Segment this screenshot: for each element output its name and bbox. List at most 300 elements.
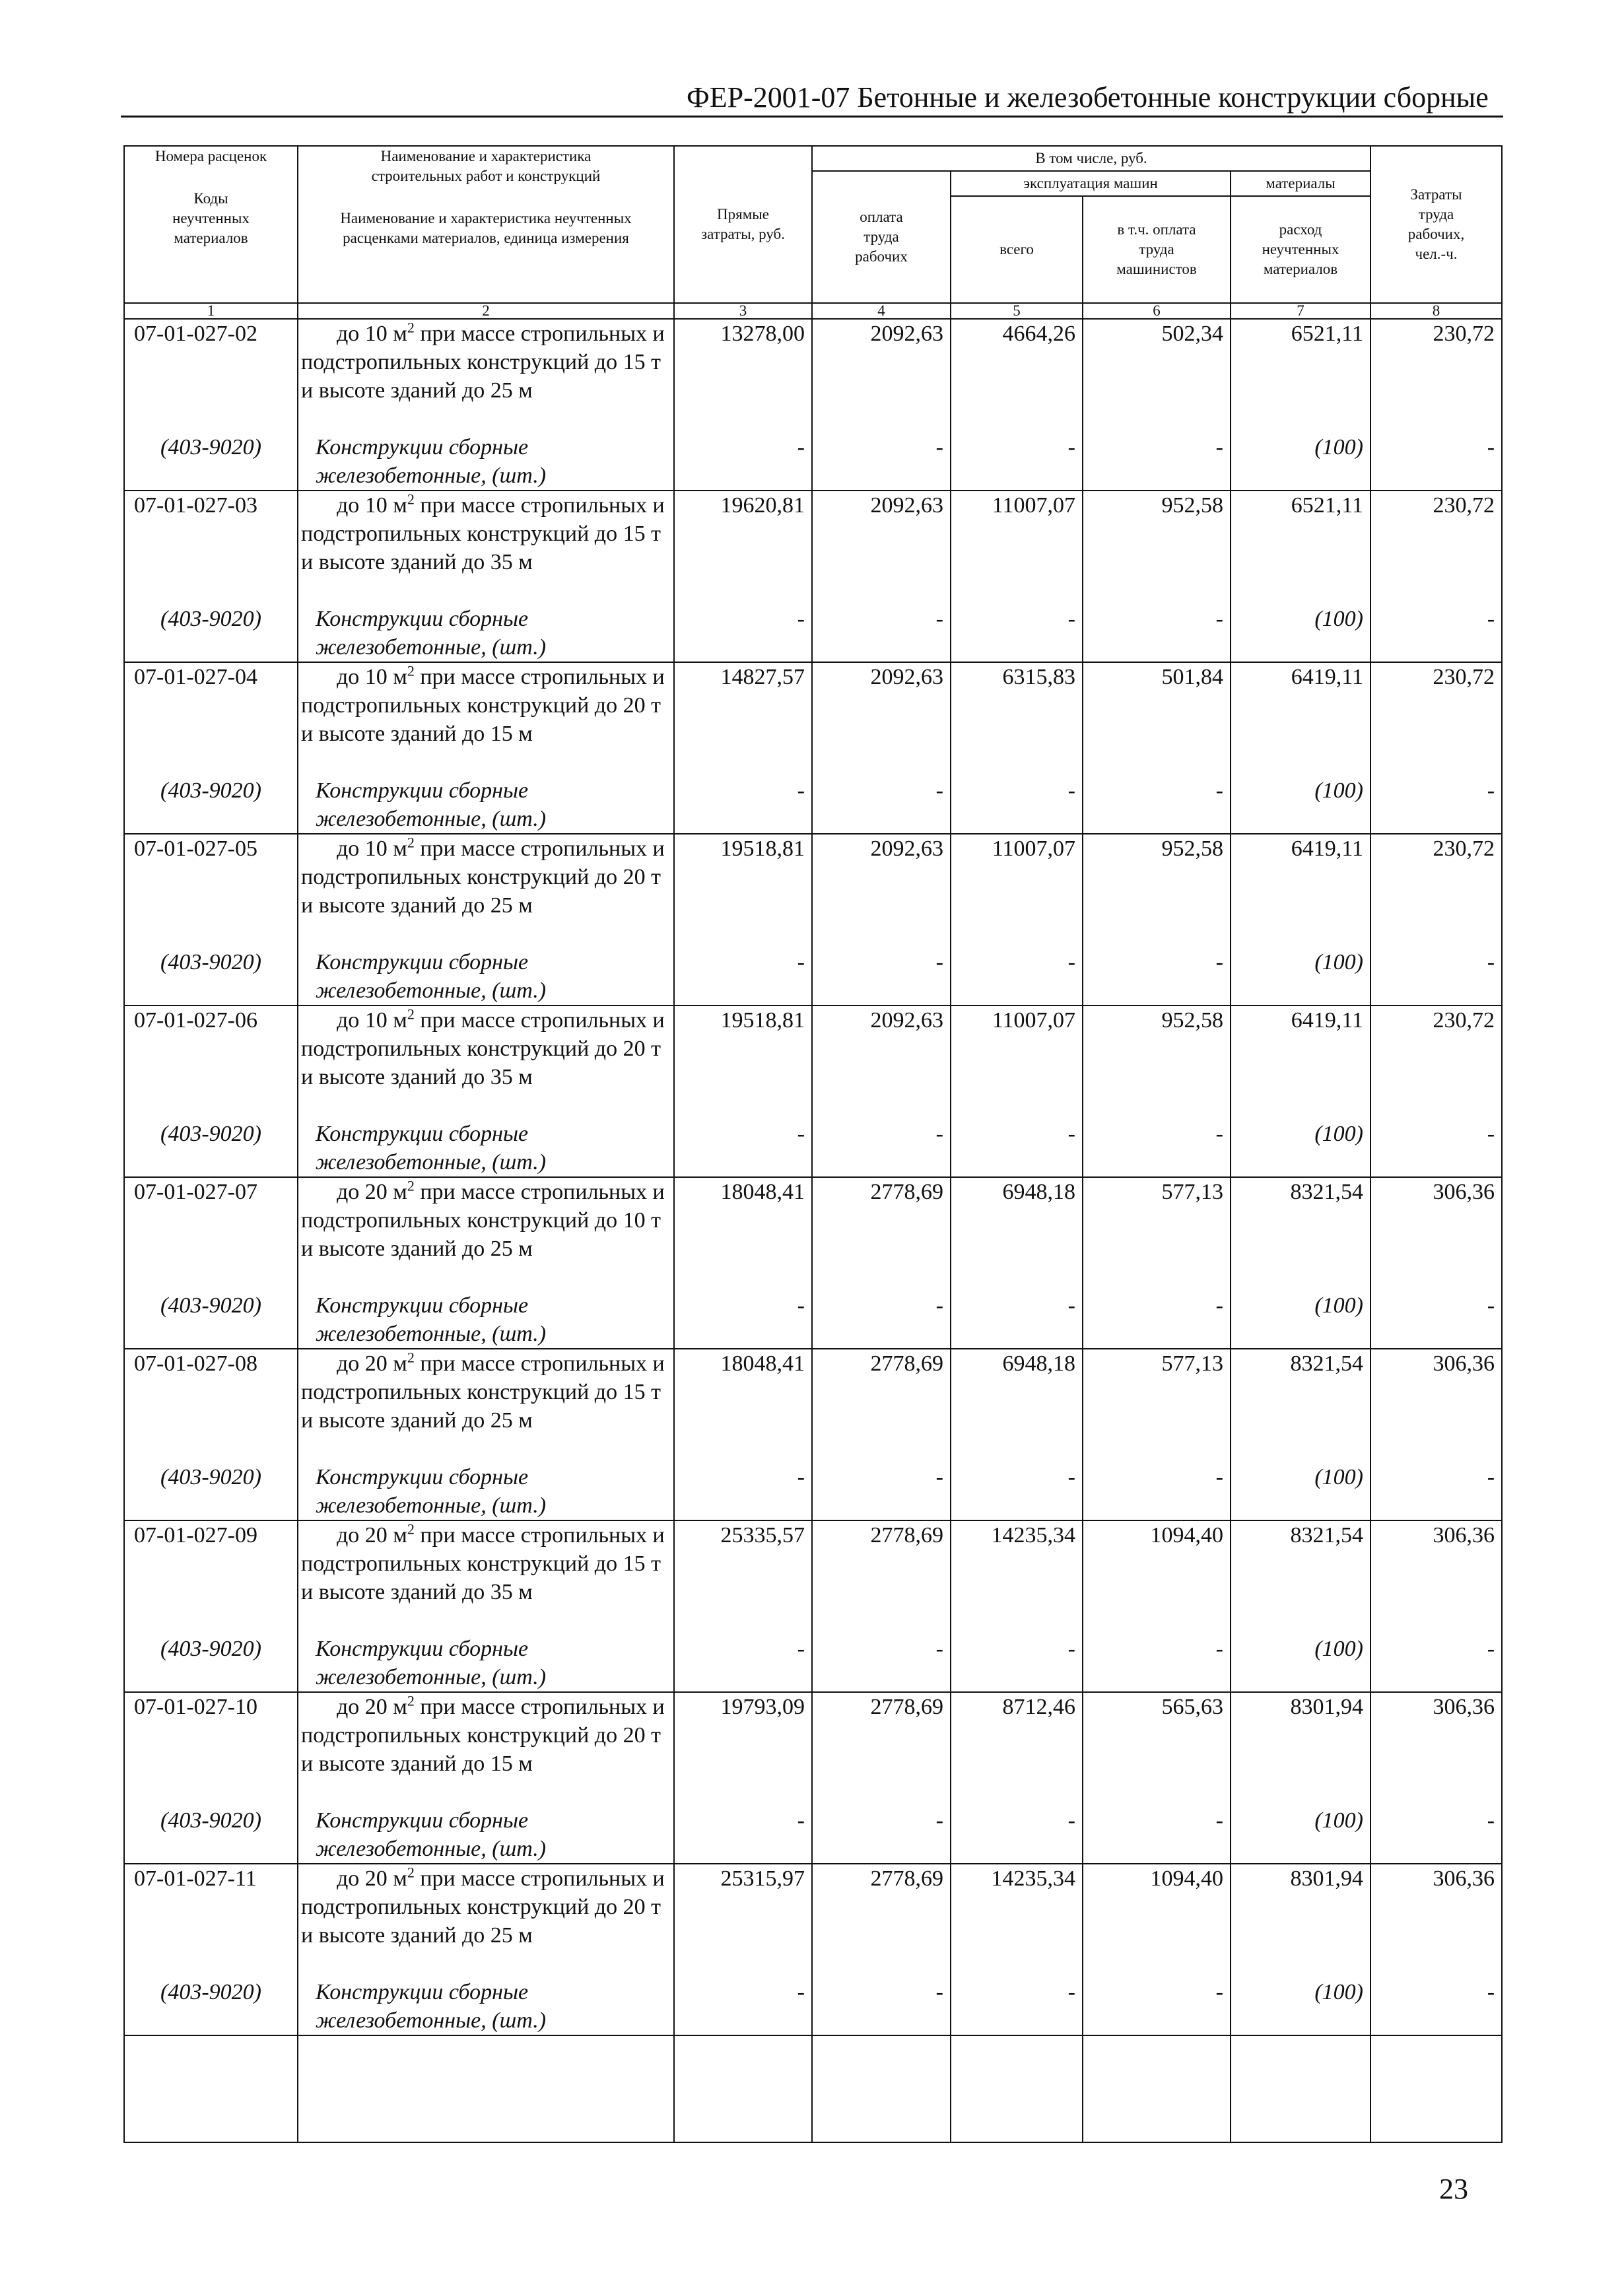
col-number: 4 bbox=[812, 303, 951, 319]
material-code: (403-9020) bbox=[160, 1465, 261, 1489]
materials-cost: 6419,11 bbox=[1291, 836, 1364, 861]
materials-cost-cell bbox=[1231, 319, 1370, 491]
operators-cost: 565,63 bbox=[1161, 1695, 1223, 1719]
table-row bbox=[124, 491, 1502, 662]
operators-cost-material: - bbox=[1215, 1122, 1223, 1146]
direct-cost-material: - bbox=[797, 435, 805, 460]
col7-header: расход неучтенных материалов bbox=[1231, 196, 1370, 303]
table-row bbox=[124, 1692, 1502, 1864]
machines-cost-material: - bbox=[1067, 1980, 1075, 2004]
labor-hours-cell bbox=[1370, 662, 1502, 834]
operators-cost-material: - bbox=[1215, 950, 1223, 974]
col3-header: Прямые затраты, руб. bbox=[674, 146, 812, 303]
rate-code: 07-01-027-10 bbox=[134, 1695, 257, 1719]
work-description: при массе стропильных и подстропильных конструкций до 20 т и высоте зданий до 25 м bbox=[301, 836, 665, 918]
group-materials-header: материалы bbox=[1231, 171, 1370, 196]
description-cell bbox=[298, 1692, 674, 1864]
materials-cost-material: (100) bbox=[1314, 1122, 1364, 1146]
operators-cost-cell bbox=[1083, 662, 1231, 834]
operators-cost: 1094,40 bbox=[1150, 1866, 1223, 1891]
rate-code-cell bbox=[124, 1692, 298, 1864]
description-cell bbox=[298, 319, 674, 491]
col1-header-top: Номера расценок bbox=[154, 148, 267, 164]
col2-header-top: Наименование и характеристика строительных работ и конструкций bbox=[371, 148, 601, 184]
direct-cost-cell bbox=[674, 1520, 812, 1692]
operators-cost-cell bbox=[1083, 319, 1231, 491]
description-cell bbox=[298, 1005, 674, 1177]
rate-code-cell bbox=[124, 834, 298, 1005]
materials-cost-cell bbox=[1231, 834, 1370, 1005]
work-description-prefix: до 10 м bbox=[337, 1008, 407, 1033]
col-number: 5 bbox=[951, 303, 1083, 319]
machines-cost-cell bbox=[951, 491, 1083, 662]
labor-cost: 2092,63 bbox=[870, 322, 943, 346]
material-code: (403-9020) bbox=[160, 1293, 261, 1318]
materials-cost-material: (100) bbox=[1314, 1808, 1364, 1833]
material-code: (403-9020) bbox=[160, 1637, 261, 1661]
materials-cost: 6521,11 bbox=[1291, 493, 1364, 518]
machines-cost: 4664,26 bbox=[1002, 322, 1075, 346]
labor-hours-cell bbox=[1370, 1005, 1502, 1177]
direct-cost: 19518,81 bbox=[720, 1008, 805, 1033]
labor-hours: 306,36 bbox=[1433, 1180, 1495, 1204]
labor-cost-material: - bbox=[935, 1808, 943, 1833]
direct-cost: 18048,41 bbox=[720, 1180, 805, 1204]
machines-cost-material: - bbox=[1067, 435, 1075, 460]
labor-hours: 306,36 bbox=[1433, 1351, 1495, 1376]
rate-code-cell bbox=[124, 1177, 298, 1349]
material-code: (403-9020) bbox=[160, 1980, 261, 2004]
direct-cost-cell bbox=[674, 491, 812, 662]
rate-code-cell bbox=[124, 1520, 298, 1692]
material-description: Конструкции сборные железобетонные, (шт.) bbox=[316, 1808, 547, 1861]
materials-cost: 8301,94 bbox=[1290, 1866, 1364, 1891]
materials-cost: 8321,54 bbox=[1290, 1523, 1364, 1548]
work-description: при массе стропильных и подстропильных конструкций до 20 т и высоте зданий до 15 м bbox=[301, 665, 665, 746]
material-description: Конструкции сборные железобетонные, (шт.) bbox=[316, 1122, 547, 1175]
superscript: 2 bbox=[407, 1692, 415, 1709]
table-row bbox=[124, 1520, 1502, 1692]
description-cell bbox=[298, 1520, 674, 1692]
operators-cost-cell bbox=[1083, 1520, 1231, 1692]
operators-cost: 577,13 bbox=[1161, 1180, 1223, 1204]
machines-cost-cell bbox=[951, 662, 1083, 834]
material-code: (403-9020) bbox=[160, 950, 261, 974]
labor-hours-material: - bbox=[1487, 1465, 1495, 1489]
labor-hours-material: - bbox=[1487, 435, 1495, 460]
rate-code: 07-01-027-06 bbox=[134, 1008, 257, 1033]
direct-cost-cell bbox=[674, 319, 812, 491]
description-cell bbox=[298, 1177, 674, 1349]
labor-cost-cell bbox=[812, 1177, 951, 1349]
direct-cost-material: - bbox=[797, 1122, 805, 1146]
materials-cost-cell bbox=[1231, 1520, 1370, 1692]
operators-cost-material: - bbox=[1215, 1980, 1223, 2004]
rate-code-cell bbox=[124, 319, 298, 491]
rate-code: 07-01-027-04 bbox=[134, 665, 257, 689]
materials-cost: 8301,94 bbox=[1290, 1695, 1364, 1719]
direct-cost-cell bbox=[674, 1005, 812, 1177]
superscript: 2 bbox=[407, 1864, 415, 1881]
labor-cost-material: - bbox=[935, 1980, 943, 2004]
operators-cost-cell bbox=[1083, 1692, 1231, 1864]
labor-hours-material: - bbox=[1487, 1980, 1495, 2004]
labor-hours-cell bbox=[1370, 1349, 1502, 1520]
table-filler-row bbox=[124, 2035, 1502, 2142]
superscript: 2 bbox=[407, 662, 415, 679]
machines-cost-cell bbox=[951, 319, 1083, 491]
col5-header: всего bbox=[951, 196, 1083, 303]
operators-cost: 952,58 bbox=[1161, 836, 1223, 861]
rate-code-cell bbox=[124, 1349, 298, 1520]
table-row bbox=[124, 1005, 1502, 1177]
superscript: 2 bbox=[407, 491, 415, 508]
labor-cost-cell bbox=[812, 662, 951, 834]
material-code: (403-9020) bbox=[160, 778, 261, 803]
direct-cost-cell bbox=[674, 1864, 812, 2035]
table-header-row-1 bbox=[124, 146, 1502, 171]
operators-cost-cell bbox=[1083, 1177, 1231, 1349]
table-row bbox=[124, 834, 1502, 1005]
machines-cost-cell bbox=[951, 1177, 1083, 1349]
col-number: 7 bbox=[1231, 303, 1370, 319]
labor-hours: 230,72 bbox=[1433, 836, 1495, 861]
labor-hours-material: - bbox=[1487, 950, 1495, 974]
labor-cost-material: - bbox=[935, 435, 943, 460]
labor-hours-cell bbox=[1370, 319, 1502, 491]
work-description: при массе стропильных и подстропильных конструкций до 20 т и высоте зданий до 35 м bbox=[301, 1008, 665, 1089]
labor-hours-cell bbox=[1370, 1177, 1502, 1349]
labor-cost-cell bbox=[812, 1864, 951, 2035]
machines-cost: 6948,18 bbox=[1002, 1351, 1075, 1376]
direct-cost: 19518,81 bbox=[720, 836, 805, 861]
labor-hours-material: - bbox=[1487, 1637, 1495, 1661]
materials-cost: 6521,11 bbox=[1291, 322, 1364, 346]
material-description: Конструкции сборные железобетонные, (шт.) bbox=[316, 950, 547, 1003]
materials-cost-material: (100) bbox=[1314, 1465, 1364, 1489]
materials-cost-cell bbox=[1231, 662, 1370, 834]
work-description-prefix: до 10 м bbox=[337, 665, 407, 689]
col6-header: в т.ч. оплата труда машинистов bbox=[1083, 196, 1231, 303]
operators-cost-cell bbox=[1083, 491, 1231, 662]
labor-cost-material: - bbox=[935, 778, 943, 803]
direct-cost-material: - bbox=[797, 950, 805, 974]
col2-header bbox=[298, 146, 674, 303]
labor-hours: 306,36 bbox=[1433, 1523, 1495, 1548]
col-number: 1 bbox=[124, 303, 298, 319]
labor-cost: 2092,63 bbox=[870, 665, 943, 689]
machines-cost-material: - bbox=[1067, 1122, 1075, 1146]
labor-cost: 2092,63 bbox=[870, 1008, 943, 1033]
work-description: при массе стропильных и подстропильных конструкций до 20 т и высоте зданий до 25 м bbox=[301, 1866, 665, 1948]
direct-cost: 19793,09 bbox=[720, 1695, 805, 1719]
direct-cost: 25335,57 bbox=[720, 1523, 805, 1548]
machines-cost-material: - bbox=[1067, 607, 1075, 631]
labor-cost: 2778,69 bbox=[870, 1180, 943, 1204]
machines-cost: 11007,07 bbox=[992, 493, 1075, 518]
materials-cost-cell bbox=[1231, 1864, 1370, 2035]
direct-cost: 18048,41 bbox=[720, 1351, 805, 1376]
material-code: (403-9020) bbox=[160, 607, 261, 631]
col-number: 3 bbox=[674, 303, 812, 319]
rate-code-cell bbox=[124, 491, 298, 662]
materials-cost-material: (100) bbox=[1314, 607, 1364, 631]
work-description-prefix: до 20 м bbox=[337, 1523, 407, 1548]
work-description-prefix: до 20 м bbox=[337, 1866, 407, 1891]
direct-cost-cell bbox=[674, 1692, 812, 1864]
rate-code: 07-01-027-02 bbox=[134, 322, 257, 346]
col8-header: Затраты труда рабочих, чел.-ч. bbox=[1370, 146, 1502, 303]
table-row bbox=[124, 1864, 1502, 2035]
rate-code: 07-01-027-08 bbox=[134, 1351, 257, 1376]
labor-hours-cell bbox=[1370, 834, 1502, 1005]
labor-hours: 230,72 bbox=[1433, 322, 1495, 346]
col4-header: оплата труда рабочих bbox=[812, 171, 951, 303]
operators-cost-material: - bbox=[1215, 1465, 1223, 1489]
material-description: Конструкции сборные железобетонные, (шт.) bbox=[316, 1293, 547, 1346]
table-row bbox=[124, 662, 1502, 834]
direct-cost: 13278,00 bbox=[720, 322, 805, 346]
materials-cost: 6419,11 bbox=[1291, 1008, 1364, 1033]
direct-cost: 19620,81 bbox=[720, 493, 805, 518]
work-description: при массе стропильных и подстропильных конструкций до 15 т и высоте зданий до 35 м bbox=[301, 1523, 665, 1604]
machines-cost-cell bbox=[951, 1692, 1083, 1864]
work-description-prefix: до 20 м bbox=[337, 1695, 407, 1719]
material-description: Конструкции сборные железобетонные, (шт.) bbox=[316, 778, 547, 831]
group-machines-header: эксплуатация машин bbox=[951, 171, 1231, 196]
labor-hours-cell bbox=[1370, 1520, 1502, 1692]
labor-cost-material: - bbox=[935, 1122, 943, 1146]
labor-cost-cell bbox=[812, 1692, 951, 1864]
operators-cost: 501,84 bbox=[1161, 665, 1223, 689]
labor-hours: 230,72 bbox=[1433, 493, 1495, 518]
labor-cost-material: - bbox=[935, 1637, 943, 1661]
labor-hours: 306,36 bbox=[1433, 1695, 1495, 1719]
superscript: 2 bbox=[407, 319, 415, 336]
operators-cost-material: - bbox=[1215, 607, 1223, 631]
operators-cost: 952,58 bbox=[1161, 1008, 1223, 1033]
direct-cost-material: - bbox=[797, 1808, 805, 1833]
labor-hours-material: - bbox=[1487, 607, 1495, 631]
materials-cost-material: (100) bbox=[1314, 1293, 1364, 1318]
direct-cost-material: - bbox=[797, 1637, 805, 1661]
column-number-row bbox=[124, 303, 1502, 319]
operators-cost-cell bbox=[1083, 1864, 1231, 2035]
description-cell bbox=[298, 1864, 674, 2035]
rate-code: 07-01-027-09 bbox=[134, 1523, 257, 1548]
col-number: 8 bbox=[1370, 303, 1502, 319]
col-number: 2 bbox=[298, 303, 674, 319]
operators-cost: 577,13 bbox=[1161, 1351, 1223, 1376]
machines-cost-cell bbox=[951, 834, 1083, 1005]
direct-cost-material: - bbox=[797, 1980, 805, 2004]
labor-cost: 2778,69 bbox=[870, 1523, 943, 1548]
description-cell bbox=[298, 1349, 674, 1520]
operators-cost-cell bbox=[1083, 1349, 1231, 1520]
labor-cost-cell bbox=[812, 1005, 951, 1177]
labor-hours-material: - bbox=[1487, 1293, 1495, 1318]
materials-cost-material: (100) bbox=[1314, 1980, 1364, 2004]
material-description: Конструкции сборные железобетонные, (шт.) bbox=[316, 1637, 547, 1689]
labor-cost-cell bbox=[812, 491, 951, 662]
labor-cost: 2778,69 bbox=[870, 1695, 943, 1719]
labor-cost: 2778,69 bbox=[870, 1866, 943, 1891]
machines-cost-material: - bbox=[1067, 1637, 1075, 1661]
col1-header-bottom: Коды неучтенных материалов bbox=[172, 190, 250, 246]
operators-cost: 502,34 bbox=[1161, 322, 1223, 346]
machines-cost: 6948,18 bbox=[1002, 1180, 1075, 1204]
operators-cost-material: - bbox=[1215, 1637, 1223, 1661]
work-description: при массе стропильных и подстропильных конструкций до 15 т и высоте зданий до 25 м bbox=[301, 1351, 665, 1433]
operators-cost-cell bbox=[1083, 834, 1231, 1005]
labor-hours: 230,72 bbox=[1433, 665, 1495, 689]
labor-cost-material: - bbox=[935, 950, 943, 974]
direct-cost: 25315,97 bbox=[720, 1866, 805, 1891]
table-row bbox=[124, 319, 1502, 491]
labor-cost-cell bbox=[812, 1520, 951, 1692]
labor-cost: 2092,63 bbox=[870, 836, 943, 861]
labor-hours-cell bbox=[1370, 1864, 1502, 2035]
materials-cost: 8321,54 bbox=[1290, 1351, 1364, 1376]
labor-cost-cell bbox=[812, 1349, 951, 1520]
direct-cost-cell bbox=[674, 1349, 812, 1520]
machines-cost-cell bbox=[951, 1005, 1083, 1177]
machines-cost: 11007,07 bbox=[992, 1008, 1075, 1033]
direct-cost-cell bbox=[674, 662, 812, 834]
work-description-prefix: до 20 м bbox=[337, 1351, 407, 1376]
col2-header-bottom: Наименование и характеристика неучтенных расценками материалов, единица измерения bbox=[340, 210, 632, 246]
labor-hours-material: - bbox=[1487, 1122, 1495, 1146]
machines-cost-material: - bbox=[1067, 778, 1075, 803]
material-code: (403-9020) bbox=[160, 1808, 261, 1833]
labor-hours: 306,36 bbox=[1433, 1866, 1495, 1891]
material-description: Конструкции сборные железобетонные, (шт.) bbox=[316, 1980, 547, 2033]
materials-cost-cell bbox=[1231, 1177, 1370, 1349]
operators-cost-material: - bbox=[1215, 1808, 1223, 1833]
labor-cost-cell bbox=[812, 319, 951, 491]
direct-cost-cell bbox=[674, 1177, 812, 1349]
materials-cost-material: (100) bbox=[1314, 435, 1364, 460]
operators-cost: 1094,40 bbox=[1150, 1523, 1223, 1548]
materials-cost: 8321,54 bbox=[1290, 1180, 1364, 1204]
materials-cost-cell bbox=[1231, 1692, 1370, 1864]
rate-code-cell bbox=[124, 1864, 298, 2035]
machines-cost-material: - bbox=[1067, 1293, 1075, 1318]
rate-code: 07-01-027-11 bbox=[134, 1866, 257, 1891]
group-total-header: В том числе, руб. bbox=[812, 146, 1370, 171]
work-description-prefix: до 10 м bbox=[337, 836, 407, 861]
work-description-prefix: до 20 м bbox=[337, 1180, 407, 1204]
machines-cost: 14235,34 bbox=[991, 1866, 1075, 1891]
material-code: (403-9020) bbox=[160, 435, 261, 460]
superscript: 2 bbox=[407, 1005, 415, 1023]
header-rule bbox=[121, 116, 1503, 118]
superscript: 2 bbox=[407, 1520, 415, 1538]
work-description-prefix: до 10 м bbox=[337, 322, 407, 346]
machines-cost: 8712,46 bbox=[1002, 1695, 1075, 1719]
direct-cost-material: - bbox=[797, 778, 805, 803]
machines-cost-cell bbox=[951, 1864, 1083, 2035]
operators-cost-cell bbox=[1083, 1005, 1231, 1177]
operators-cost: 952,58 bbox=[1161, 493, 1223, 518]
page-number: 23 bbox=[1439, 2173, 1468, 2205]
rate-code: 07-01-027-07 bbox=[134, 1180, 257, 1204]
materials-cost-cell bbox=[1231, 1005, 1370, 1177]
superscript: 2 bbox=[407, 1177, 415, 1194]
materials-cost: 6419,11 bbox=[1291, 665, 1364, 689]
labor-cost-material: - bbox=[935, 607, 943, 631]
materials-cost-material: (100) bbox=[1314, 1637, 1364, 1661]
table-row bbox=[124, 1177, 1502, 1349]
material-description: Конструкции сборные железобетонные, (шт.) bbox=[316, 1465, 547, 1518]
materials-cost-cell bbox=[1231, 491, 1370, 662]
material-description: Конструкции сборные железобетонные, (шт.) bbox=[316, 607, 547, 660]
page-header-title: ФЕР-2001-07 Бетонные и железобетонные конструкции сборные bbox=[687, 81, 1489, 114]
labor-cost-cell bbox=[812, 834, 951, 1005]
table-row bbox=[124, 1349, 1502, 1520]
machines-cost-cell bbox=[951, 1349, 1083, 1520]
materials-cost-material: (100) bbox=[1314, 778, 1364, 803]
work-description: при массе стропильных и подстропильных конструкций до 20 т и высоте зданий до 15 м bbox=[301, 1695, 665, 1776]
operators-cost-material: - bbox=[1215, 778, 1223, 803]
rate-code: 07-01-027-03 bbox=[134, 493, 257, 518]
materials-cost-material: (100) bbox=[1314, 950, 1364, 974]
work-description: при массе стропильных и подстропильных конструкций до 10 т и высоте зданий до 25 м bbox=[301, 1180, 665, 1261]
material-code: (403-9020) bbox=[160, 1122, 261, 1146]
direct-cost-material: - bbox=[797, 1465, 805, 1489]
material-description: Конструкции сборные железобетонные, (шт.) bbox=[316, 435, 547, 488]
operators-cost-material: - bbox=[1215, 1293, 1223, 1318]
labor-cost-material: - bbox=[935, 1293, 943, 1318]
direct-cost-material: - bbox=[797, 1293, 805, 1318]
labor-cost-material: - bbox=[935, 1465, 943, 1489]
machines-cost: 14235,34 bbox=[991, 1523, 1075, 1548]
description-cell bbox=[298, 491, 674, 662]
machines-cost-material: - bbox=[1067, 950, 1075, 974]
machines-cost: 6315,83 bbox=[1002, 665, 1075, 689]
rate-code-cell bbox=[124, 662, 298, 834]
labor-hours-cell bbox=[1370, 1692, 1502, 1864]
operators-cost-material: - bbox=[1215, 435, 1223, 460]
direct-cost-material: - bbox=[797, 607, 805, 631]
superscript: 2 bbox=[407, 834, 415, 851]
labor-hours-material: - bbox=[1487, 778, 1495, 803]
machines-cost-cell bbox=[951, 1520, 1083, 1692]
direct-cost: 14827,57 bbox=[720, 665, 805, 689]
labor-cost: 2778,69 bbox=[870, 1351, 943, 1376]
work-description-prefix: до 10 м bbox=[337, 493, 407, 518]
rates-table bbox=[123, 145, 1503, 2143]
labor-hours-cell bbox=[1370, 491, 1502, 662]
superscript: 2 bbox=[407, 1349, 415, 1366]
description-cell bbox=[298, 834, 674, 1005]
machines-cost-material: - bbox=[1067, 1808, 1075, 1833]
labor-hours: 230,72 bbox=[1433, 1008, 1495, 1033]
direct-cost-cell bbox=[674, 834, 812, 1005]
labor-cost: 2092,63 bbox=[870, 493, 943, 518]
work-description: при массе стропильных и подстропильных конструкций до 15 т и высоте зданий до 35 м bbox=[301, 493, 665, 574]
work-description: при массе стропильных и подстропильных конструкций до 15 т и высоте зданий до 25 м bbox=[301, 322, 665, 403]
machines-cost-material: - bbox=[1067, 1465, 1075, 1489]
labor-hours-material: - bbox=[1487, 1808, 1495, 1833]
rate-code: 07-01-027-05 bbox=[134, 836, 257, 861]
description-cell bbox=[298, 662, 674, 834]
rate-code-cell bbox=[124, 1005, 298, 1177]
col-number: 6 bbox=[1083, 303, 1231, 319]
col1-header bbox=[124, 146, 298, 303]
machines-cost: 11007,07 bbox=[992, 836, 1075, 861]
materials-cost-cell bbox=[1231, 1349, 1370, 1520]
